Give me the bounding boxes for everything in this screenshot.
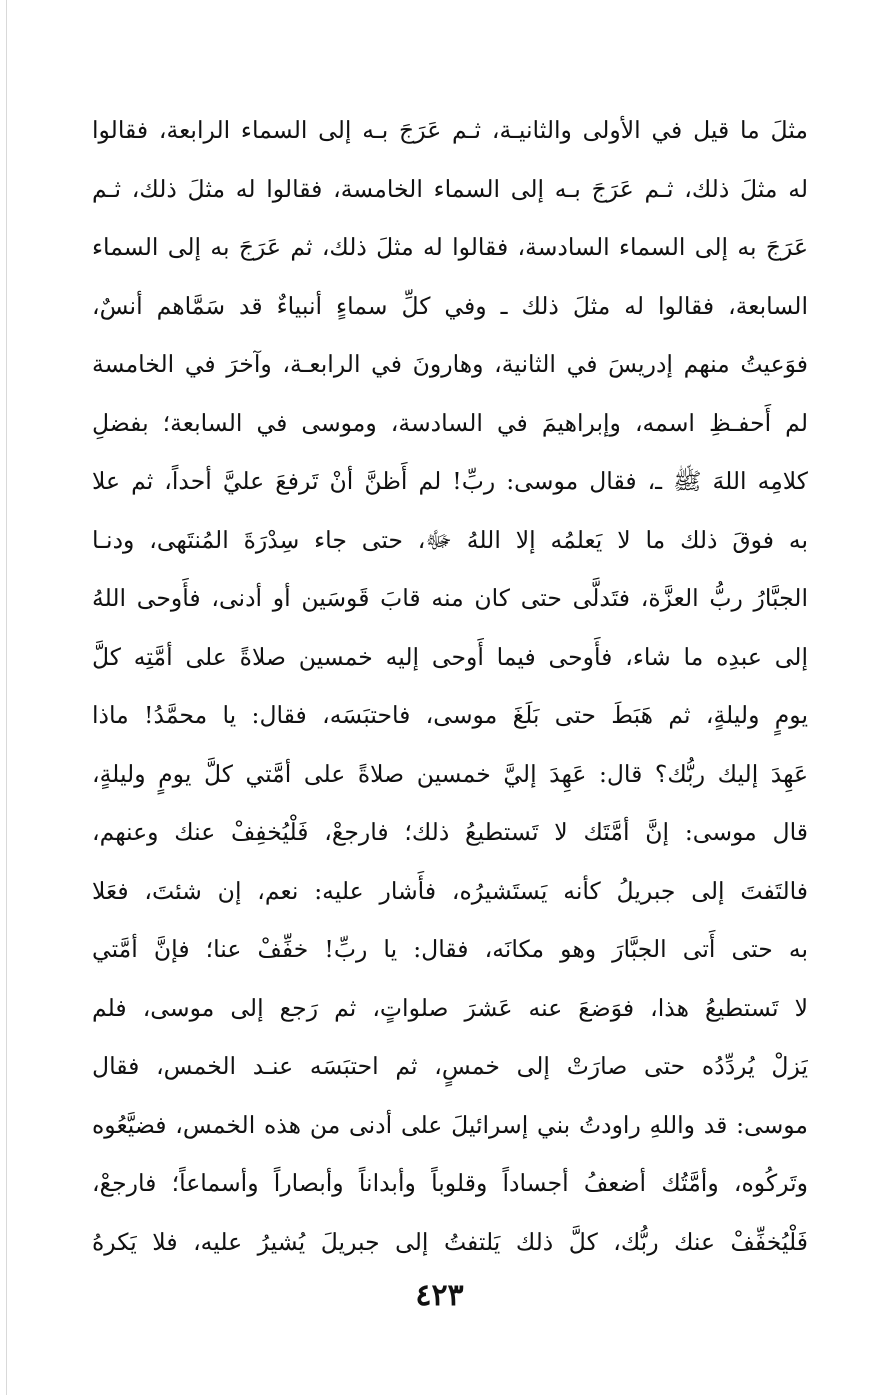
text-line: مثلَ ما قيل في الأولى والثانيـة، ثـم عَرَجَ بـه إلى السماء الرابعة، فقالوا xyxy=(92,116,808,144)
text-line: به حتى أَتى الجبَّارَ وهو مكانَه، فقال: يا ربِّ! خفِّفْ عنا؛ فإنَّ أمَّتي xyxy=(92,935,808,963)
text-line: الجبَّارُ ربُّ العزَّة، فتَدلَّى حتى كان منه قابَ قَوسَين أو أدنى، فأَوحى اللهُ xyxy=(92,584,808,612)
text-line: يومٍ وليلةٍ، ثم هَبَطَ حتى بَلَغَ موسى، فاحتبَسَه، فقال: يا محمَّدُ! ماذا xyxy=(92,701,808,729)
text-line: فوَعيتُ منهم إدريسَ في الثانية، وهارونَ في الرابعـة، وآخرَ في الخامسة xyxy=(92,350,808,378)
text-line: موسى: قد واللهِ راودتُ بني إسرائيلَ على أدنى من هذه الخمس، فضيَّعُوه xyxy=(92,1110,808,1139)
page-edge-line xyxy=(6,0,7,1395)
page-number: ٤٢٣ xyxy=(415,1278,464,1313)
body-text xyxy=(92,101,808,1271)
text-line: به فوقَ ذلك ما لا يَعلمُه إلا اللهُ ﷻ، حتى جاء سِدْرَةَ المُنتَهى، ودنـا xyxy=(92,525,808,554)
text-line: لم أَحفـظِ اسمه، وإبراهيمَ في السادسة، وموسى في السابعة؛ بفضلِ xyxy=(92,408,808,437)
text-line: يَزلْ يُردِّدُه حتى صارَتْ إلى خمسٍ، ثم احتبَسَه عنـد الخمس، فقال xyxy=(92,1052,808,1080)
text-line: عَرَجَ به إلى السماء السادسة، فقالوا له مثلَ ذلك، ثم عَرَجَ به إلى السماء xyxy=(92,233,808,261)
text-line: كلامِه اللهَ ﷺ ـ، فقال موسى: ربِّ! لم أَظنَّ أنْ تَرفعَ عليَّ أحداً، ثم علا xyxy=(92,467,808,495)
text-line: إلى عبدِه ما شاء، فأَوحى فيما أَوحى إليه خمسين صلاةً على أمَّتِه كلَّ xyxy=(92,642,808,671)
text-line: لا تَستطيعُ هذا، فوَضعَ عنه عَشرَ صلواتٍ، ثم رَجع إلى موسى، فلم xyxy=(92,993,808,1022)
text-line: له مثلَ ذلك، ثـم عَرَجَ بـه إلى السماء الخامسة، فقالوا له مثلَ ذلك، ثـم xyxy=(92,174,808,203)
text-line: السابعة، فقالوا له مثلَ ذلك ـ وفي كلِّ سماءٍ أنبياءٌ قد سَمَّاهم أنسٌ، xyxy=(92,291,808,320)
text-line: فالتَفتَ إلى جبريلُ كأنه يَستَشيرُه، فأَشار عليه: نعم، إن شئتَ، فعَلا xyxy=(92,876,808,905)
text-line: عَهِدَ إليك ربُّك؟ قال: عَهِدَ إليَّ خمسين صلاةً على أمَّتي كلَّ يومٍ وليلةٍ، xyxy=(92,759,808,788)
text-line: وتَركُوه، وأمَّتُك أضعفُ أجساداً وقلوباً وأبداناً وأبصاراً وأسماعاً؛ فارجعْ، xyxy=(92,1169,808,1197)
text-line: قال موسى: إنَّ أمَّتَك لا تَستطيعُ ذلك؛ فارجعْ، فَلْيُخفِفْ عنك وعنهم، xyxy=(92,818,808,846)
text-line: فَلْيُخفِّفْ عنك ربُّك، كلَّ ذلك يَلتفتُ إلى جبريلَ يُشيرُ عليه، فلا يَكرهُ xyxy=(92,1227,808,1256)
